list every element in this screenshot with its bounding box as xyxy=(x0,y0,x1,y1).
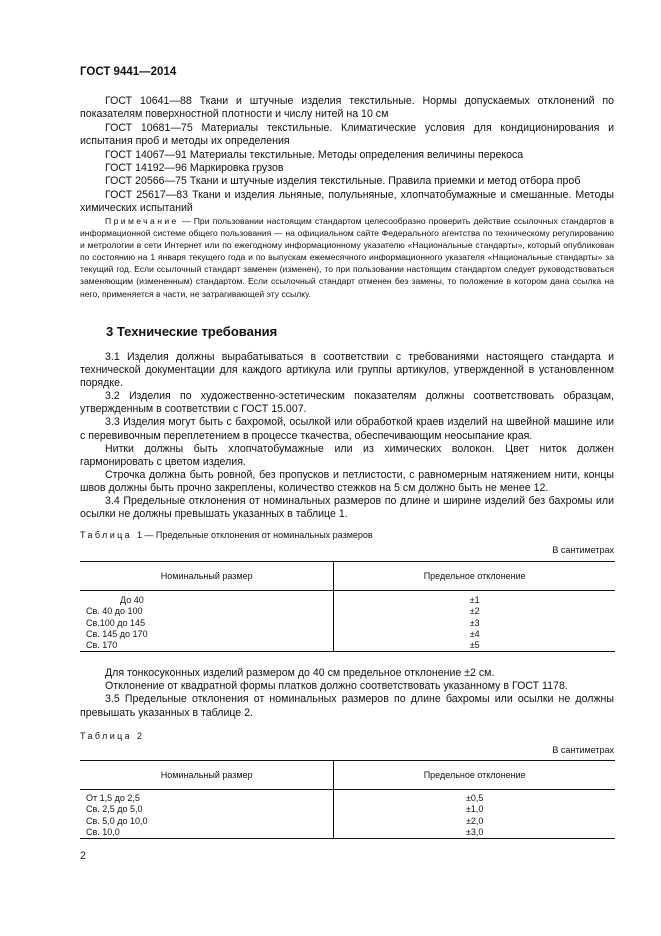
table-row xyxy=(80,629,615,640)
table-cell: Св. 2,5 до 5,0 xyxy=(80,804,334,815)
table1-caption-text: — Предельные отклонения от номинальных размеров xyxy=(144,530,373,540)
table1-unit: В сантиметрах xyxy=(552,545,614,555)
table2 xyxy=(80,760,615,839)
table-cell: ±2 xyxy=(469,606,480,617)
page-number: 2 xyxy=(80,850,86,862)
table-cell: ±2,0 xyxy=(465,815,484,826)
paragraph: Для тонкосуконных изделий размером до 40 см предельное отклонение ±2 см. xyxy=(105,667,495,679)
table-header-cell: Предельное отклонение xyxy=(334,562,615,591)
table-header-cell: Предельное отклонение xyxy=(334,761,615,790)
table-cell: ±1,0 xyxy=(465,804,484,815)
table-cell: Св.100 до 145 xyxy=(80,618,334,629)
reference-item: ГОСТ 20566—75 Ткани и штучные изделия текстильные. Правила приемки и метод отбора проб xyxy=(105,175,581,188)
requirements-text xyxy=(80,351,614,521)
table-cell: ±5 xyxy=(334,640,615,652)
table-cell: Св. 145 до 170 xyxy=(80,629,334,640)
paragraph: 3.1 Изделия должны вырабатываться в соответствии с требованиями настоящего стандарта и технической документации для каждого артикула или группы артикулов, утвержденной в установленном порядке. xyxy=(80,351,614,390)
table-cell: Св. 170 xyxy=(80,640,334,652)
paragraph: 3.2 Изделия по художественно-эстетическим показателям должны соответствовать образцам, утвержденным в соответствии с ГОСТ 15.007. xyxy=(80,390,614,416)
table-cell: Св. 40 до 100 xyxy=(80,606,334,617)
table-row xyxy=(80,591,615,607)
table1-caption-label: Таблица 1 xyxy=(80,530,145,540)
table-row xyxy=(80,640,615,652)
section-title: 3 Технические требования xyxy=(106,324,278,339)
table-row xyxy=(80,618,615,629)
table2-unit: В сантиметрах xyxy=(552,745,614,755)
reference-item: ГОСТ 14192—96 Маркировка грузов xyxy=(105,162,284,175)
table-cell: До 40 xyxy=(80,591,334,607)
document-header: ГОСТ 9441—2014 xyxy=(80,66,177,78)
paragraph: Отклонение от квадратной формы платков должно соответствовать указанному в ГОСТ 1178. xyxy=(105,680,568,693)
table-header-cell: Номинальный размер xyxy=(80,761,334,790)
note-label: Примечание xyxy=(105,216,179,226)
reference-item: ГОСТ 25617—83 Ткани и изделия льняные, полульняные, хлопчатобумажные и смешанные. Методы химических испытаний xyxy=(80,188,614,215)
table-cell: Св. 5,0 до 10,0 xyxy=(80,816,334,827)
paragraph: Строчка должна быть ровной, без пропусков и петлистости, с равномерным натяжением нити, концы швов должны быть прочно закреплены, количество стежков на 5 см должно быть не менее 12. xyxy=(80,468,614,494)
table2-caption xyxy=(80,731,144,741)
paragraph: 3.5 Предельные отклонения от номинальных размеров по длине бахромы или осылки не должны превышать указанных в таблице 2. xyxy=(80,693,614,719)
table-row xyxy=(80,827,615,839)
table1-caption xyxy=(80,530,373,540)
table-header-row xyxy=(80,761,615,790)
tolerance-text xyxy=(80,667,614,720)
reference-item: ГОСТ 10641—88 Ткани и штучные изделия текстильные. Нормы допускаемых отклонений по показателям поверхностной плотности и числу нитей на 10 см xyxy=(80,95,614,121)
reference-item: ГОСТ 14067—91 Материалы текстильные. Методы определения величины перекоса xyxy=(105,148,524,161)
table-cell: ±0,5 xyxy=(465,793,484,803)
normative-references xyxy=(80,95,614,216)
reference-item: ГОСТ 10681—75 Материалы текстильные. Климатические условия для кондиционирования и испытания проб и методы их определения xyxy=(80,121,614,148)
table-cell: От 1,5 до 2,5 xyxy=(80,790,334,805)
table-header-cell: Номинальный размер xyxy=(80,562,334,591)
note-block xyxy=(80,215,614,300)
table-cell: ±4 xyxy=(469,628,480,639)
paragraph: 3.3 Изделия могут быть с бахромой, осылкой или обработкой краев изделий на швейной машине или с перевивочным переплетением в процессе ткачества, обеспечивающим неосыпание края. xyxy=(80,416,614,442)
table-row xyxy=(80,606,615,617)
table-cell: Св. 10,0 xyxy=(80,827,334,839)
table-row xyxy=(80,804,615,815)
table2-caption-label: Таблица 2 xyxy=(80,731,145,741)
table-row xyxy=(80,816,615,827)
table-row xyxy=(80,790,615,805)
table1 xyxy=(80,561,615,652)
table-cell: ±1 xyxy=(469,595,480,605)
paragraph: Нитки должны быть хлопчатобумажные или из химических волокон. Цвет ниток должен гармонировать с цветом изделия. xyxy=(80,442,614,468)
table-cell: ±3,0 xyxy=(334,827,615,839)
table-cell: ±3 xyxy=(469,617,480,628)
paragraph: 3.4 Предельные отклонения от номинальных размеров по длине и ширине изделий без бахромы или осылки не должны превышать указанных в таблице 1. xyxy=(80,495,614,521)
note-text: — При пользовании настоящим стандартом целесообразно проверить действие ссылочных стандартов в информационной системе общего пользования — на официальном сайте Федерального агентства по техническому регулированию и метрологии в сети Интернет или по ежегодному информационному указателю «Национальные стандарты», который опубликован по состоянию на 1 января текущего года и по выпускам ежемесячного информационного указателя «Национальные стандарты» за текущий год. Если ссылочный стандарт заменен (изменен), то при пользовании настоящим стандартом следует руководствоваться заменяющим (измененным) стандартом. Если ссылочный стандарт отменен без замены, то положение в котором дана ссылка на него, применяется в части, не затрагивающей эту ссылку. xyxy=(80,216,614,299)
table-header-row xyxy=(80,562,615,591)
